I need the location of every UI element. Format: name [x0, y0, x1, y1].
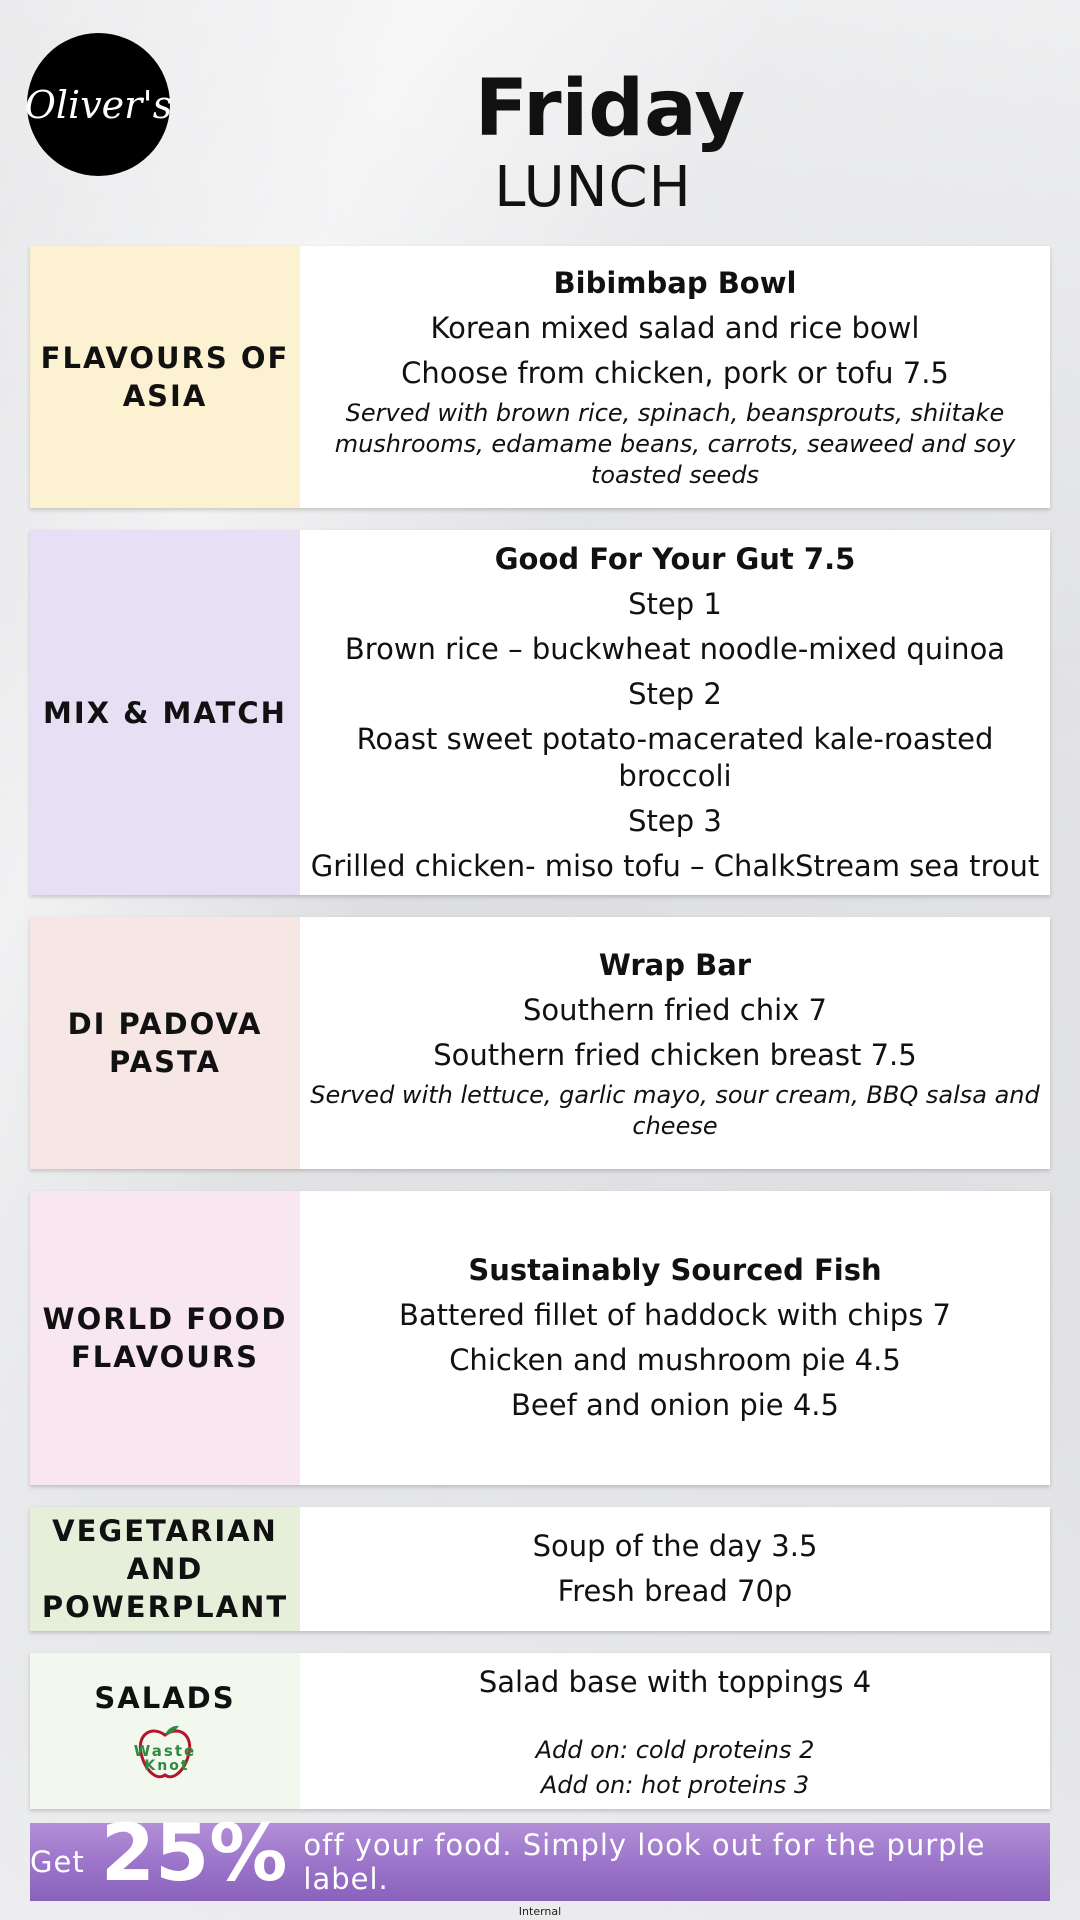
menu-line: Southern fried chix 7 — [522, 992, 827, 1027]
category-label: WORLD FOOD FLAVOURS — [30, 1191, 300, 1485]
dish-title: Wrap Bar — [598, 947, 752, 982]
meal-subtitle: LUNCH — [494, 155, 692, 220]
menu-section — [30, 1507, 1050, 1631]
olivers-logo — [24, 33, 173, 176]
menu-line: Choose from chicken, pork or tofu 7.5 — [401, 356, 949, 390]
dish-title: Sustainably Sourced Fish — [468, 1253, 882, 1287]
menu-line: Southern fried chicken breast 7.5 — [433, 1037, 917, 1072]
waste-knot-icon — [133, 1723, 197, 1783]
category-label: DI PADOVA PASTA — [30, 917, 300, 1169]
menu-line: Grilled chicken- miso tofu – ChalkStream sea trout — [310, 848, 1040, 883]
category-label: MIX & MATCH — [30, 530, 300, 895]
menu-line: Soup of the day 3.5 — [532, 1529, 818, 1563]
menu-section — [30, 1653, 1050, 1809]
category-label: VEGETARIAN AND POWERPLANT — [30, 1507, 300, 1631]
promo-after: off your food. Simply look out for the purple label. — [303, 1828, 986, 1896]
footer-label: Internal — [518, 1905, 562, 1918]
section-content — [300, 246, 1050, 508]
section-content — [300, 1507, 1050, 1631]
menu-line: Step 1 — [628, 586, 722, 621]
menu-line: Brown rice – buckwheat noodle-mixed quinoa — [344, 631, 1006, 666]
menu-line: Chicken and mushroom pie 4.5 — [449, 1343, 901, 1377]
section-content — [300, 917, 1050, 1169]
menu-line: Step 3 — [628, 803, 722, 838]
day-title: Friday — [474, 64, 746, 154]
section-content — [300, 1191, 1050, 1485]
category-label: SALADS Waste Knot — [30, 1653, 300, 1809]
menu-line: Salad base with toppings 4 — [478, 1664, 872, 1699]
logo-text: Oliver's — [24, 82, 173, 127]
menu-section — [30, 1191, 1050, 1485]
promo-before: Get — [30, 1845, 85, 1879]
menu-line: Served with lettuce, garlic mayo, sour cream, BBQ salsa and cheese — [310, 1080, 1040, 1140]
menu-line: Beef and onion pie 4.5 — [511, 1388, 839, 1422]
menu-line: Battered fillet of haddock with chips 7 — [399, 1298, 951, 1332]
dish-title: Good For Your Gut 7.5 — [494, 541, 856, 576]
menu-section — [30, 246, 1050, 508]
menu-section — [30, 917, 1050, 1169]
menu-line: Add on: cold proteins 2 — [535, 1735, 815, 1764]
badge-line2: Knot — [144, 1758, 190, 1774]
category-label: FLAVOURS OF ASIA — [30, 246, 300, 508]
menu-line: Fresh bread 70p — [557, 1574, 793, 1608]
menu-line: Add on: hot proteins 3 — [540, 1770, 810, 1799]
dish-title: Bibimbap Bowl — [553, 266, 797, 300]
menu-line: Served with brown rice, spinach, beansprouts, shiitake mushrooms, edamame beans, carrots, seaweed and soy toasted seeds — [334, 399, 1016, 489]
promo-discount: 25% — [100, 1809, 288, 1899]
badge-line1: Waste — [133, 1742, 197, 1760]
menu-line: Step 2 — [628, 676, 722, 711]
section-content — [300, 1653, 1050, 1809]
menu-line: Korean mixed salad and rice bowl — [430, 311, 920, 345]
menu-section — [30, 530, 1050, 895]
menu-line: Roast sweet potato-macerated kale-roasted broccoli — [356, 721, 994, 793]
promo-banner — [30, 1809, 1050, 1901]
section-content — [300, 530, 1050, 895]
